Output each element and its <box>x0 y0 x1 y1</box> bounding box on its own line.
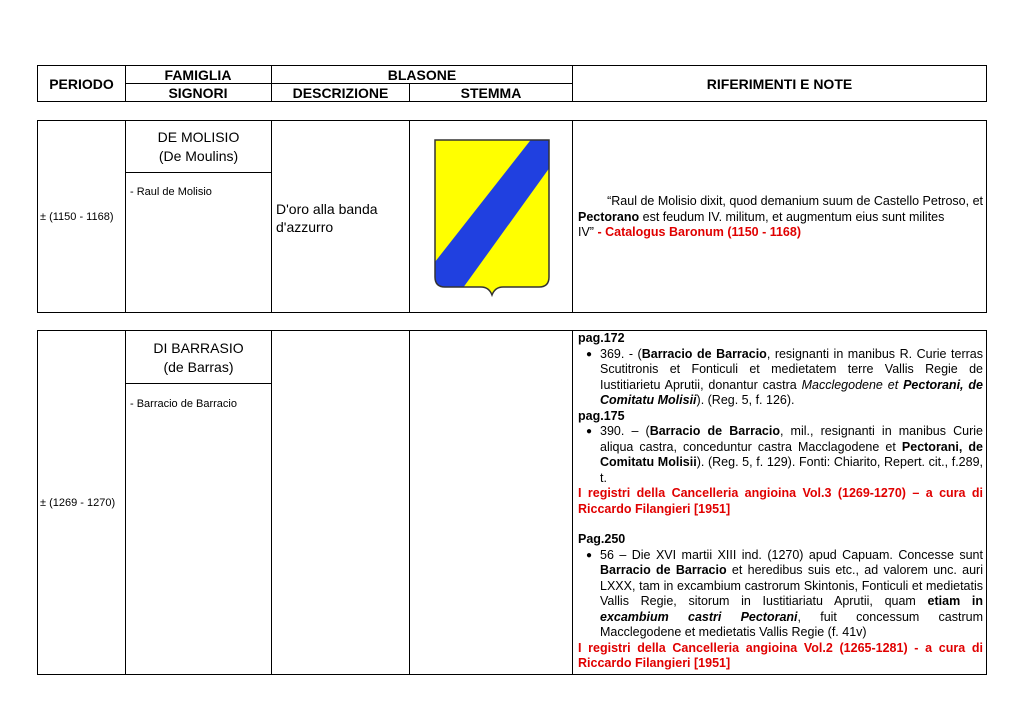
header-periodo: PERIODO <box>49 75 114 92</box>
descrizione-line1: D'oro alla banda <box>276 201 378 217</box>
signori-cell: - Barracio de Barracio <box>130 398 237 410</box>
row-de-molisio <box>37 120 987 313</box>
bullet-icon: ● <box>585 426 593 437</box>
note-line-1: “Raul de Molisio dixit, quod demanium suum de Castello Petroso, et <box>607 194 983 208</box>
periodo-cell: ± (1150 - 1168) <box>40 210 114 223</box>
page-ref-175: pag.175 <box>578 408 625 423</box>
famiglia-cell <box>126 128 271 166</box>
header-signori: SIGNORI <box>168 84 228 101</box>
note-line-3-text: IV” <box>578 225 598 239</box>
signori-cell: - Raul de Molisio <box>130 186 212 198</box>
note-bold-pectorano: Pectorano <box>578 209 640 224</box>
coat-of-arms-shield-icon <box>431 137 553 299</box>
famiglia-cell <box>126 339 271 377</box>
row-di-barrasio <box>37 330 987 675</box>
header-table <box>37 65 987 102</box>
header-riferimenti: RIFERIMENTI E NOTE <box>706 75 853 92</box>
list-item: ● 56 – Die XVI martii XIII ind. (1270) apud Capuam. Concesse sunt Barracio de Barracio et heredibus suis etc., ad valorem unc. auri LXXX, tam in excambium castrorum Skintonis, Fonticuli et medietatis Vallis Regie, sitorum in Iustitiariatu Aprutii, quam etiam in excambium castri Pectorani, fuit concessum castrum Macclegodene et medietatis Vallis Regie (f. 41v) <box>578 548 983 641</box>
descrizione-cell <box>276 200 406 236</box>
famiglia-name: DI BARRASIO <box>153 340 244 356</box>
header-famiglia: FAMIGLIA <box>164 66 232 83</box>
note-line-2 <box>578 210 983 226</box>
riferimenti-cell <box>578 331 983 672</box>
periodo-cell: ± (1269 - 1270) <box>40 496 116 509</box>
famiglia-name: DE MOLISIO <box>157 129 240 145</box>
note-line-2-text: est feudum IV. militum, et augmentum eius sunt milites <box>639 209 945 224</box>
stemma-cell <box>431 137 553 299</box>
source-catalogus-baronum: - Catalogus Baronum (1150 - 1168) <box>597 225 801 239</box>
source-registri-vol3: I registri della Cancelleria angioina Vol.3 (1269-1270) – a cura di Riccardo Filangieri [1951] <box>578 486 983 516</box>
page-ref-250: Pag.250 <box>578 532 626 546</box>
list-item: ● 369. - (Barracio de Barracio, resignanti in manibus R. Curie terras Scutitronis et Fonticuli et medietatem terre Vallis Regie de Iustitiarietu Aprutii, donantur castra Macclegodene et Pectorani, de Comitatu Molisii). (Reg. 5, f. 126). <box>578 347 983 409</box>
list-item: ● 390. – (Barracio de Barracio, mil., resignanti in manibus Curie aliqua castra, conceduntur castra Macclagodene et Pectorani, de Comitatu Molisii). (Reg. 5, f. 129). Fonti: Chiarito, Repert. cit., f.289, t. <box>578 424 983 486</box>
header-descrizione: DESCRIZIONE <box>292 84 389 101</box>
page-ref-172: pag.172 <box>578 331 625 345</box>
header-stemma: STEMMA <box>460 84 522 101</box>
source-registri-vol2: I registri della Cancelleria angioina Vol.2 (1265-1281) - a cura di Riccardo Filangieri [1951] <box>578 640 983 670</box>
riferimenti-cell <box>578 194 983 241</box>
bullet-icon: ● <box>585 348 593 360</box>
bullet-icon: ● <box>585 549 593 561</box>
descrizione-line2: d'azzurro <box>276 219 334 235</box>
note-line-3 <box>578 225 983 241</box>
famiglia-alias: (De Moulins) <box>158 148 239 164</box>
header-blasone: BLASONE <box>387 66 457 83</box>
famiglia-alias: (de Barras) <box>163 359 234 375</box>
